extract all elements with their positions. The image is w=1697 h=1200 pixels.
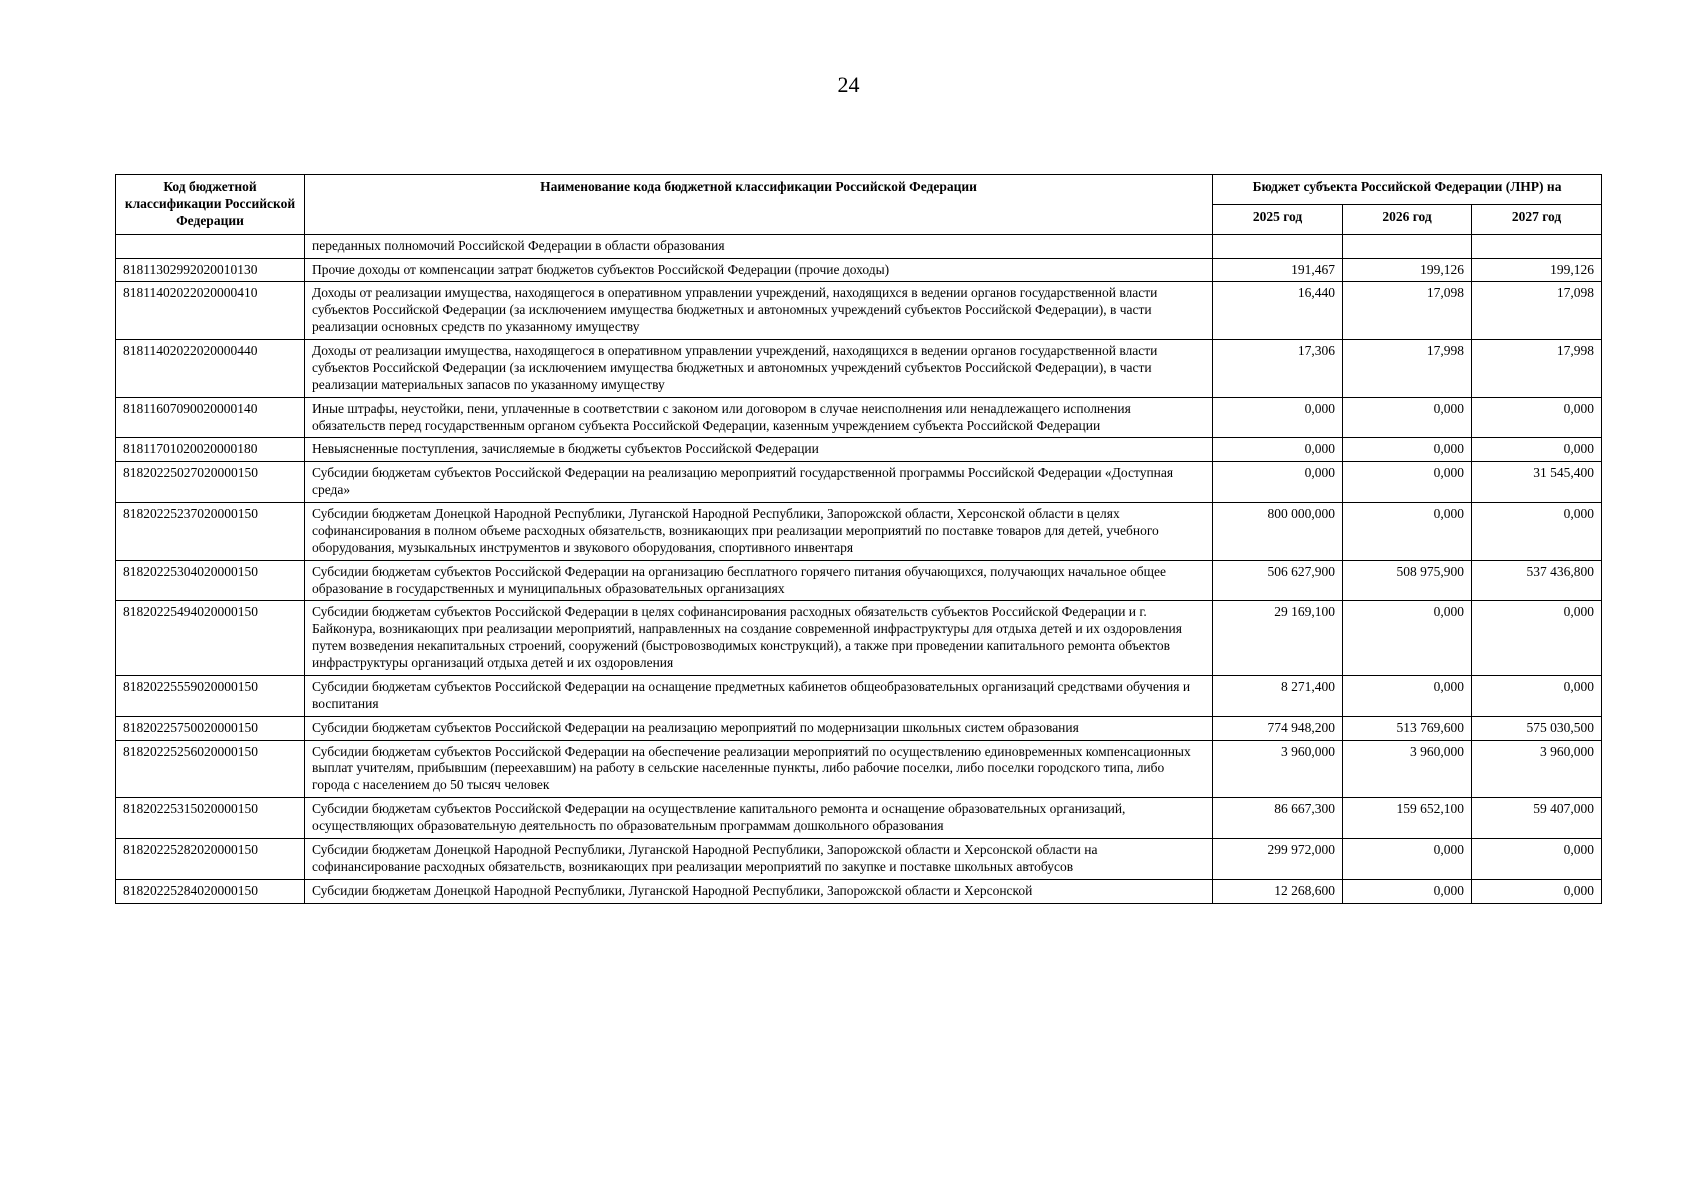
row-value-2025: 506 627,900	[1213, 560, 1343, 601]
row-value-2026: 0,000	[1343, 438, 1472, 462]
row-name: Субсидии бюджетам субъектов Российской Федерации на осуществление капитального ремонта и оснащение образовательных организаций, осуществляющих образовательную деятельность по образовательным программам дошкольного образования	[305, 798, 1213, 839]
header-code: Код бюджетной классификации Российской Федерации	[116, 175, 305, 235]
row-value-2026: 3 960,000	[1343, 740, 1472, 798]
row-name: Субсидии бюджетам субъектов Российской Федерации на реализацию мероприятий по модернизации школьных систем образования	[305, 716, 1213, 740]
row-name: Прочие доходы от компенсации затрат бюджетов субъектов Российской Федерации (прочие доходы)	[305, 258, 1213, 282]
table-row	[116, 560, 1602, 601]
row-value-2027: 17,098	[1472, 282, 1602, 340]
row-value-2027: 0,000	[1472, 838, 1602, 879]
row-code: 81820225282020000150	[116, 838, 305, 879]
row-value-2027: 537 436,800	[1472, 560, 1602, 601]
row-name: Субсидии бюджетам субъектов Российской Федерации на организацию бесплатного горячего питания обучающихся, получающих начальное общее образование в государственных и муниципальных образовательных организациях	[305, 560, 1213, 601]
table-row	[116, 234, 1602, 258]
row-value-2027	[1472, 234, 1602, 258]
row-code: 81811701020020000180	[116, 438, 305, 462]
row-code	[116, 234, 305, 258]
row-code: 81811607090020000140	[116, 397, 305, 438]
row-code: 81811402022020000410	[116, 282, 305, 340]
row-value-2027: 0,000	[1472, 503, 1602, 561]
row-value-2025: 8 271,400	[1213, 675, 1343, 716]
row-name: Субсидии бюджетам Донецкой Народной Республики, Луганской Народной Республики, Запорожской области, Херсонской области в целях софинансирования в полном объеме расходных обязательств, возникающих при реализации мероприятий по поставке товаров для детей, учебного оборудования, музыкальных инструментов и звукового оборудования, спортивного инвентаря	[305, 503, 1213, 561]
table-header	[116, 175, 1602, 235]
header-year-2027: 2027 год	[1472, 204, 1602, 234]
row-value-2027: 0,000	[1472, 397, 1602, 438]
row-value-2025: 29 169,100	[1213, 601, 1343, 676]
row-value-2026: 0,000	[1343, 503, 1472, 561]
row-value-2025: 0,000	[1213, 397, 1343, 438]
budget-table	[115, 174, 1602, 904]
row-code: 81820225494020000150	[116, 601, 305, 676]
row-value-2026: 0,000	[1343, 397, 1472, 438]
row-value-2026: 199,126	[1343, 258, 1472, 282]
table-row	[116, 282, 1602, 340]
row-code: 81820225237020000150	[116, 503, 305, 561]
row-value-2025: 3 960,000	[1213, 740, 1343, 798]
table-row	[116, 601, 1602, 676]
row-code: 81820225304020000150	[116, 560, 305, 601]
row-code: 81820225315020000150	[116, 798, 305, 839]
row-name: Субсидии бюджетам Донецкой Народной Республики, Луганской Народной Республики, Запорожской области и Херсонской области на софинансирование расходных обязательств, возникающих при реализации мероприятий по закупке и поставке школьных автобусов	[305, 838, 1213, 879]
row-value-2027: 199,126	[1472, 258, 1602, 282]
page-number: 24	[837, 72, 860, 97]
row-value-2025: 0,000	[1213, 438, 1343, 462]
row-value-2025: 0,000	[1213, 462, 1343, 503]
row-code: 81811302992020010130	[116, 258, 305, 282]
row-name: Невыясненные поступления, зачисляемые в бюджеты субъектов Российской Федерации	[305, 438, 1213, 462]
row-name: Доходы от реализации имущества, находящегося в оперативном управлении учреждений, находящихся в ведении органов государственной власти субъектов Российской Федерации (за исключением имущества бюджетных и автономных учреждений субъектов Российской Федерации), в части реализации материальных запасов по указанному имуществу	[305, 340, 1213, 398]
row-value-2027: 0,000	[1472, 438, 1602, 462]
row-value-2027: 575 030,500	[1472, 716, 1602, 740]
table-row	[116, 838, 1602, 879]
row-value-2026	[1343, 234, 1472, 258]
row-value-2025: 17,306	[1213, 340, 1343, 398]
row-value-2025: 774 948,200	[1213, 716, 1343, 740]
row-name: переданных полномочий Российской Федерации в области образования	[305, 234, 1213, 258]
row-value-2026: 0,000	[1343, 675, 1472, 716]
row-name: Субсидии бюджетам Донецкой Народной Республики, Луганской Народной Республики, Запорожской области и Херсонской	[305, 879, 1213, 903]
row-name: Субсидии бюджетам субъектов Российской Федерации на обеспечение реализации мероприятий по осуществлению единовременных компенсационных выплат учителям, прибывшим (переехавшим) на работу в сельские населенные пункты, либо рабочие поселки, либо поселки городского типа, либо города с населением до 50 тысяч человек	[305, 740, 1213, 798]
table-body	[116, 234, 1602, 903]
table-row	[116, 503, 1602, 561]
row-value-2026: 0,000	[1343, 879, 1472, 903]
table-row	[116, 879, 1602, 903]
row-name: Иные штрафы, неустойки, пени, уплаченные в соответствии с законом или договором в случае неисполнения или ненадлежащего исполнения обязательств перед государственным органом субъекта Российской Федерации, казенным учреждением субъекта Российской Федерации	[305, 397, 1213, 438]
header-budget: Бюджет субъекта Российской Федерации (ЛНР) на	[1213, 175, 1602, 205]
table-row	[116, 798, 1602, 839]
row-value-2025: 299 972,000	[1213, 838, 1343, 879]
row-value-2025	[1213, 234, 1343, 258]
row-code: 81820225750020000150	[116, 716, 305, 740]
table-row	[116, 675, 1602, 716]
row-value-2027: 3 960,000	[1472, 740, 1602, 798]
row-value-2026: 159 652,100	[1343, 798, 1472, 839]
table-row	[116, 258, 1602, 282]
row-value-2026: 513 769,600	[1343, 716, 1472, 740]
table-row	[116, 340, 1602, 398]
header-name: Наименование кода бюджетной классификации Российской Федерации	[305, 175, 1213, 235]
row-value-2025: 16,440	[1213, 282, 1343, 340]
row-code: 81820225284020000150	[116, 879, 305, 903]
header-year-2025: 2025 год	[1213, 204, 1343, 234]
row-code: 81820225027020000150	[116, 462, 305, 503]
row-value-2025: 86 667,300	[1213, 798, 1343, 839]
row-value-2025: 12 268,600	[1213, 879, 1343, 903]
table-row	[116, 740, 1602, 798]
row-value-2026: 508 975,900	[1343, 560, 1472, 601]
row-code: 81820225256020000150	[116, 740, 305, 798]
row-value-2027: 59 407,000	[1472, 798, 1602, 839]
row-value-2025: 800 000,000	[1213, 503, 1343, 561]
row-name: Субсидии бюджетам субъектов Российской Федерации на оснащение предметных кабинетов общеобразовательных организаций средствами обучения и воспитания	[305, 675, 1213, 716]
row-value-2025: 191,467	[1213, 258, 1343, 282]
table-row	[116, 438, 1602, 462]
row-name: Субсидии бюджетам субъектов Российской Федерации в целях софинансирования расходных обязательств субъектов Российской Федерации и г. Байконура, возникающих при реализации мероприятий, направленных на создание современной инфраструктуры для отдыха детей и их оздоровления путем возведения некапитальных строений, сооружений (быстровозводимых конструкций), а также при проведении капитального ремонта объектов инфраструктуры организаций отдыха детей и их оздоровления	[305, 601, 1213, 676]
row-value-2026: 17,998	[1343, 340, 1472, 398]
row-value-2027: 17,998	[1472, 340, 1602, 398]
row-value-2027: 0,000	[1472, 879, 1602, 903]
table-row	[116, 397, 1602, 438]
row-value-2027: 31 545,400	[1472, 462, 1602, 503]
row-code: 81811402022020000440	[116, 340, 305, 398]
row-code: 81820225559020000150	[116, 675, 305, 716]
row-value-2026: 0,000	[1343, 601, 1472, 676]
row-value-2027: 0,000	[1472, 601, 1602, 676]
row-value-2026: 0,000	[1343, 462, 1472, 503]
header-year-2026: 2026 год	[1343, 204, 1472, 234]
row-name: Доходы от реализации имущества, находящегося в оперативном управлении учреждений, находящихся в ведении органов государственной власти субъектов Российской Федерации (за исключением имущества бюджетных и автономных учреждений субъектов Российской Федерации), в части реализации основных средств по указанному имуществу	[305, 282, 1213, 340]
row-value-2026: 17,098	[1343, 282, 1472, 340]
row-value-2027: 0,000	[1472, 675, 1602, 716]
row-value-2026: 0,000	[1343, 838, 1472, 879]
table-row	[116, 462, 1602, 503]
row-name: Субсидии бюджетам субъектов Российской Федерации на реализацию мероприятий государственной программы Российской Федерации «Доступная среда»	[305, 462, 1213, 503]
table-row	[116, 716, 1602, 740]
